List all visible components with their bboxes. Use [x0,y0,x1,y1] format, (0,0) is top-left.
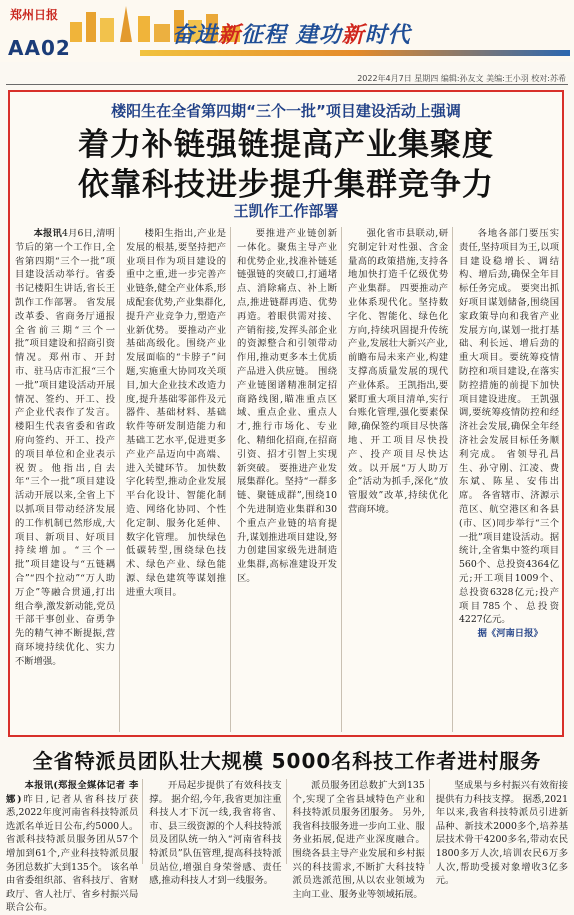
article-text: 楼阳生指出,产业是发展的根基,要坚持把产业项目作为项目建设的重中之重,进一步完善产业链条,健全产业体系,形成配套优势,产业集群化,提升产业竞争力,塑造产业新优势。 要推动产业基础高级化。围绕产业发展面临的“卡脖子”问题,实施重大协同攻关项目,加大企业技术改造力度,提升基础零部件及元器件、基础材料、基础软件等研发制造能力和基础工艺水平,促进更多产业产品迈向中高端、进入关键环节。 加快数字化转型,推动企业发展平台化设计、智能化制造、网络化协同、个性化定制、服务化延伸、数字化管理。 加快绿色低碳转型,围绕绿色技术、绿色产业、绿色能源、绿色建筑等谋划推进重大项目。 [126,228,226,598]
article-text: 坚成果与乡村振兴有效衔接提供有力科技支撑。 据悉,2021年以来,我省科技特派员引进新品种、新技术2000多个,培养基层技术骨干4200多名,带动农民1800多万人次,培训农民6万多人次,帮助受援对象增收3亿多元。 [435,780,568,887]
source-note: 据《河南日报》 [477,628,543,640]
article-columns [15,227,559,732]
article-text: 昨日,记者从省科技厅获悉,2022年度河南省科技特派员选派名单近日公布,约5000人。省派科技特派员服务团从57个增加到61个,产业科技特派员服务团总数扩大到135个。 该名单由省委组织部、省科技厅、省财政厅、省人社厅、省乡村振兴局联合公布。 [6,793,139,914]
article-column [292,779,430,900]
article-column [459,227,559,732]
dateline-lead: 本报讯(郑报全媒体记者 李娜) [6,780,139,805]
slogan-part: 新 [341,23,365,48]
article-text: 派员服务团总数扩大到135个,实现了全省县域特色产业和科技特派员服务团服务。 另外,我省科技服务进一步向工业、服务业拓展,促进产业深度融合。围绕各县主导产业发展和乡村振兴的科技需求,不断扩大科技特派员选派范围,从以农业领域为主向工业、服务业等领域拓展。 [292,780,425,900]
article-columns [6,779,568,914]
paper-name: 郑州日报 [10,8,59,22]
article-text: 4月6日,清明节后的第一个工作日,全省第四期“三个一批”项目建设活动举行。省委书记楼阳生讲话,省长王凯作工作部署。 省发展改革委、省商务厅通报全省前三期“三个一批”项目建设和招商引资情况。郑州市、开封市、驻马店市汇报“三个一批”项目建设活动开展情况、签约、开工、投产企业代表作了发言。 楼阳生代表省委和省政府向签约、开工、投产的项目单位和企业表示祝贺。他指出,自去年“三个一批”项目建设活动开展以来,全省上下以抓项目带动经济发展的工作机制已然形成,大项目、新项目、好项目持续增加。“三个一批”项目建设与“五链耦合”“四个拉动”“万人助万企”等融合贯通,打出组合拳,激发新动能,党员干部干事创业、奋勇争先的精气神不断提振,营商环境持续优化、实力不断增强。 [15,228,115,667]
kicker: 楼阳生在全省第四期“三个一批”项目建设活动上强调 [111,102,461,120]
banner-stripe [140,50,570,56]
dateline-lead: 本报讯 [33,228,62,239]
slogan-part: 奋进 [172,23,219,48]
article-text: 强化省市县联动,研究制定针对性强、含金量高的政策措施,支持各地加快打造千亿级优势产业集群。 四要推动产业体系现代化。坚持数字化、智能化、绿色化方向,持续巩固提升传统产业,发展壮大新兴产业,前瞻布局未来产业,构建支撑高质量发展的现代产业体系。 王凯指出,要紧盯重大项目清单,实行台账化管理,强化要素保障,确保签约项目尽快落地、开工项目尽快投产、投产项目尽快达效。以开展“万人助万企”活动为抓手,深化“放管服效”改革,持续优化营商环境。 [348,228,448,515]
feature-article [8,90,564,737]
article-text: 开局起步提供了有效科技支撑。 据介绍,今年,我省更加注重科技人才下沉一线,我省将省、市、县三级资源的个人科技特派员及团队统一纳入“河南省科技特派员”队伍管理,提高科技特派员站位,增强自身荣誉感、责任感,推动科技人才到一线服务。 [149,780,282,887]
article-text: 要推进产业链创新一体化。聚焦主导产业和优势企业,找准补链延链强链的突破口,打通堵点、消除痛点、补上断点,推进链群再造、优势再造。着眼供需对接、产销衔接,发挥头部企业的资源整合和引领带动作用,推动更多本土优质产品进入供应链。 围绕产业链图谱精准制定招商路线图,瞄准重点区域、重点企业、重点人才,推行市场化、专业化、精细化招商,在招商引资、招才引智上实现新突破。 要推进产业发展集群化。坚持“一群多链、聚链成群”,围绕10个先进制造业集群和30个重点产业链的培育提升,谋划推进项目建设,努力创建国家级先进制造业集群,高标准建设开发区。 [237,228,337,584]
article-column [348,227,453,732]
second-article [6,745,568,914]
divider [6,84,568,85]
slogan [172,18,411,49]
article-headline: 全省特派员团队壮大规模 5000名科技工作者进村服务 [32,749,542,773]
headline-line-1: 着力补链强链提高产业集聚度 [78,127,494,163]
article-column [6,779,143,914]
page-number: AA02 [8,36,71,60]
dateline: 2022年4月7日 星期四 编辑:孙友文 美编:王小羽 校对:苏希 [357,74,566,83]
article-column [435,779,568,887]
slogan-part: 新 [218,23,242,48]
article-text: 各地各部门要压实责任,坚持项目为王,以项目建设稳增长、调结构、增后劲,确保全年目标任务完成。 要突出抓好项目谋划储备,围绕国家政策导向和我省产业发展方向,谋划一批打基础、利长远、增后劲的重大项目。要统筹疫情防控和项目建设,在落实防控措施的前提下加快项目建设进度。 王凯强调,要统筹疫情防控和经济社会发展,确保全年经济社会发展目标任务顺利完成。 省领导孔昌生、孙守刚、江凌、费东斌、陈星、安伟出席。 各省辖市、济源示范区、航空港区和各县(市、区)同步举行“三个一批”项目建设活动。据统计,全省集中签约项目560个、总投资4364亿元;开工项目1009个、总投资6328亿元;投产项目785个、总投资4227亿元。 [459,228,559,626]
headline-line-2: 依靠科技进步提升集群竞争力 [78,167,494,203]
article-column [15,227,120,732]
article-column [149,779,286,887]
slogan-part: 时代 [364,23,411,48]
article-column [126,227,231,732]
masthead [0,0,574,62]
slogan-part: 征程 建功 [241,23,342,48]
article-column [237,227,342,732]
subheadline: 王凯作工作部署 [233,202,339,220]
